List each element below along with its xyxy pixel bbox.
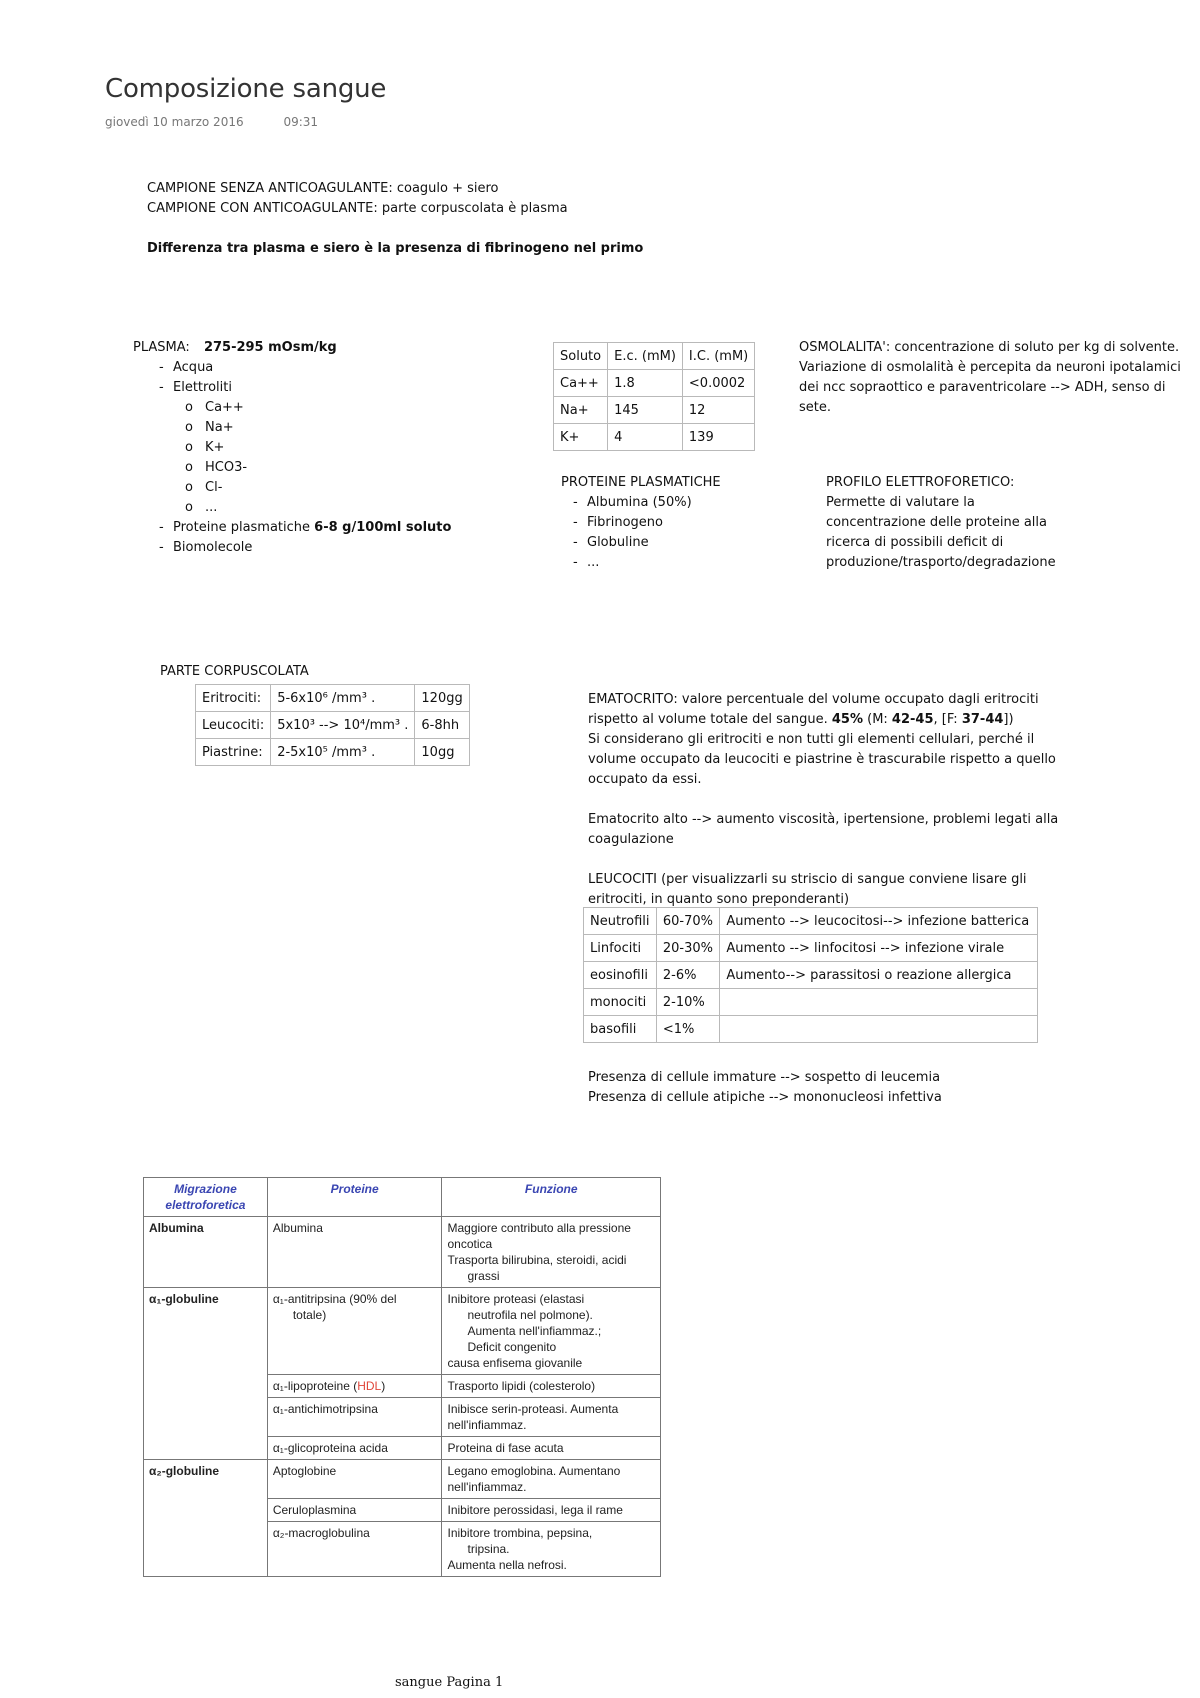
list-item: o HCO3- bbox=[181, 458, 463, 478]
table-row bbox=[554, 424, 755, 451]
table-row bbox=[584, 908, 1038, 935]
page-time: 09:31 bbox=[283, 115, 319, 129]
table-row bbox=[554, 397, 755, 424]
ematocrito-line bbox=[588, 710, 1188, 730]
table-cell: 145 bbox=[608, 397, 683, 424]
table-header-row bbox=[144, 1178, 661, 1217]
table-row bbox=[144, 1217, 661, 1288]
table-row bbox=[584, 962, 1038, 989]
table-cell: Ca++ bbox=[554, 370, 608, 397]
table-cell bbox=[442, 1217, 661, 1288]
cell-line: α₁-antitripsina (90% del bbox=[272, 1292, 397, 1306]
table-header: Migrazione elettroforetica bbox=[144, 1178, 268, 1217]
table-cell bbox=[442, 1522, 661, 1577]
profilo-line: PROFILO ELETTROFORETICO: bbox=[826, 475, 1015, 490]
table-cell: 6-8hh bbox=[415, 712, 469, 739]
ematocrito-line: coagulazione bbox=[588, 832, 674, 847]
table-cell bbox=[720, 1016, 1038, 1043]
list-item: - Elettroliti bbox=[147, 378, 463, 398]
plasma-osmolality: 275-295 mOsm/kg bbox=[203, 340, 337, 355]
group-cell: Albumina bbox=[144, 1217, 268, 1288]
text-run: 45% bbox=[831, 712, 863, 727]
table-cell: α₁-glicoproteina acida bbox=[267, 1437, 442, 1460]
text-run: rispetto al volume totale del sangue. bbox=[588, 712, 832, 727]
note-line: Presenza di cellule atipiche --> mononucleosi infettiva bbox=[588, 1090, 942, 1105]
table-cell: K+ bbox=[554, 424, 608, 451]
table-cell: 2-5x10⁵ /mm³ . bbox=[271, 739, 415, 766]
table-row bbox=[584, 1016, 1038, 1043]
table-cell: α₁-antichimotripsina bbox=[267, 1398, 442, 1437]
cell-line: Deficit congenito bbox=[467, 1340, 557, 1354]
cell-line: tripsina. bbox=[467, 1542, 510, 1556]
table-cell: Proteina di fase acuta bbox=[442, 1437, 661, 1460]
table-cell: Inibisce serin-proteasi. Aumenta nell'infiammaz. bbox=[442, 1398, 661, 1437]
cell-line: Inibitore trombina, pepsina, bbox=[447, 1526, 593, 1540]
text-run: 42-45 bbox=[891, 712, 934, 727]
list-item: o K+ bbox=[181, 438, 463, 458]
ematocrito-line: Si considerano gli eritrociti e non tutti gli elementi cellulari, perché il bbox=[588, 732, 1035, 747]
proteine-block bbox=[561, 473, 781, 573]
table-row bbox=[584, 989, 1038, 1016]
migration-table bbox=[143, 1177, 661, 1577]
proteine-title: PROTEINE PLASMATICHE bbox=[561, 475, 721, 490]
table-cell: 2-10% bbox=[656, 989, 719, 1016]
osmolalita-line: OSMOLALITA': concentrazione di soluto per kg di solvente. bbox=[799, 340, 1180, 355]
intro-line: Differenza tra plasma e siero è la presenza di fibrinogeno nel primo bbox=[147, 241, 644, 256]
proteine-list bbox=[561, 493, 781, 573]
table-header: I.C. (mM) bbox=[682, 343, 754, 370]
table-header: Funzione bbox=[442, 1178, 661, 1217]
list-item bbox=[147, 518, 463, 538]
table-cell: Linfociti bbox=[584, 935, 657, 962]
plasma-list bbox=[147, 358, 463, 398]
table-cell: 1.8 bbox=[608, 370, 683, 397]
plasma-list bbox=[147, 518, 463, 558]
table-cell: 12 bbox=[682, 397, 754, 424]
table-cell: Legano emoglobina. Aumentano nell'infiammaz. bbox=[442, 1460, 661, 1499]
intro-block bbox=[147, 179, 643, 259]
table-cell: 2-6% bbox=[656, 962, 719, 989]
table-row bbox=[196, 712, 470, 739]
ematocrito-line: Ematocrito alto --> aumento viscosità, ipertensione, problemi legati alla bbox=[588, 812, 1059, 827]
table-row bbox=[554, 370, 755, 397]
list-item: o Na+ bbox=[181, 418, 463, 438]
table-header-row bbox=[554, 343, 755, 370]
cell-line: grassi bbox=[467, 1269, 500, 1283]
text-run: ) bbox=[381, 1379, 386, 1393]
profilo-line: Permette di valutare la bbox=[826, 495, 975, 510]
table-header: Proteine bbox=[267, 1178, 442, 1217]
table-cell: Aptoglobine bbox=[267, 1460, 442, 1499]
list-item: o Cl- bbox=[181, 478, 463, 498]
plasma-block bbox=[133, 338, 463, 558]
table-cell: 10gg bbox=[415, 739, 469, 766]
table-cell: 5-6x10⁶ /mm³ . bbox=[271, 685, 415, 712]
table-cell: 60-70% bbox=[656, 908, 719, 935]
table-cell: Inibitore perossidasi, lega il rame bbox=[442, 1499, 661, 1522]
leucociti-line: LEUCOCITI (per visualizzarli su striscio di sangue conviene lisare gli bbox=[588, 872, 1027, 887]
list-item: - Biomolecole bbox=[147, 538, 463, 558]
text-run: ]) bbox=[1003, 712, 1014, 727]
page-footer: sangue Pagina 1 bbox=[395, 1675, 504, 1690]
table-cell: Piastrine: bbox=[196, 739, 271, 766]
table-cell bbox=[720, 989, 1038, 1016]
osmolalita-line: dei ncc sopraottico e paraventricolare --> ADH, senso di bbox=[799, 380, 1166, 395]
table-cell: Aumento --> linfocitosi --> infezione virale bbox=[720, 935, 1038, 962]
proteins-prefix: Proteine plasmatiche bbox=[173, 520, 315, 535]
group-cell: α₂-globuline bbox=[144, 1460, 268, 1577]
corpuscolata-title: PARTE CORPUSCOLATA bbox=[160, 664, 309, 679]
ematocrito-line: EMATOCRITO: valore percentuale del volume occupato dagli eritrociti bbox=[588, 692, 1039, 707]
text-run: (M: bbox=[862, 712, 892, 727]
table-row bbox=[144, 1460, 661, 1499]
osmolalita-line: Variazione di osmolalità è percepita da neuroni ipotalamici bbox=[799, 360, 1181, 375]
table-cell: 139 bbox=[682, 424, 754, 451]
text-run: α₁-lipoproteine ( bbox=[272, 1379, 358, 1393]
list-item: - Albumina (50%) bbox=[561, 493, 781, 513]
corpuscolata-table bbox=[195, 684, 470, 766]
table-cell: <1% bbox=[656, 1016, 719, 1043]
table-cell: α₂-macroglobulina bbox=[267, 1522, 442, 1577]
osmolalita-line: sete. bbox=[799, 400, 831, 415]
list-item: o ... bbox=[181, 498, 463, 518]
table-cell: 120gg bbox=[415, 685, 469, 712]
list-item: o Ca++ bbox=[181, 398, 463, 418]
table-cell: Aumento --> leucocitosi--> infezione batterica bbox=[720, 908, 1038, 935]
profilo-block bbox=[826, 473, 1126, 573]
group-cell: α₁-globuline bbox=[144, 1288, 268, 1460]
table-cell: eosinofili bbox=[584, 962, 657, 989]
osmolalita-block bbox=[799, 338, 1194, 418]
cell-line: neutrofila nel polmone). bbox=[467, 1308, 593, 1322]
cell-line: Aumenta nell'infiammaz.; bbox=[467, 1324, 602, 1338]
table-cell: Leucociti: bbox=[196, 712, 271, 739]
page-meta bbox=[105, 115, 354, 129]
table-cell: 5x10³ --> 10⁴/mm³ . bbox=[271, 712, 415, 739]
ematocrito-line: occupato da essi. bbox=[588, 772, 702, 787]
cell-line: totale) bbox=[292, 1308, 327, 1322]
table-cell: Trasporto lipidi (colesterolo) bbox=[442, 1375, 661, 1398]
table-cell bbox=[442, 1288, 661, 1375]
ematocrito-line: volume occupato da leucociti e piastrine è trascurabile rispetto a quello bbox=[588, 752, 1056, 767]
leucociti-notes bbox=[588, 1068, 942, 1108]
intro-line: CAMPIONE CON ANTICOAGULANTE: parte corpuscolata è plasma bbox=[147, 201, 568, 216]
table-row bbox=[196, 739, 470, 766]
table-cell: monociti bbox=[584, 989, 657, 1016]
note-line: Presenza di cellule immature --> sospetto di leucemia bbox=[588, 1070, 941, 1085]
hdl-label: HDL bbox=[357, 1379, 382, 1393]
electrolyte-list bbox=[147, 398, 463, 518]
intro-line: CAMPIONE SENZA ANTICOAGULANTE: coagulo + siero bbox=[147, 181, 499, 196]
table-header: Soluto bbox=[554, 343, 608, 370]
cell-line: Inibitore proteasi (elastasi bbox=[447, 1292, 585, 1306]
cell-line: Trasporta bilirubina, steroidi, acidi bbox=[447, 1253, 627, 1267]
list-item: - Acqua bbox=[147, 358, 463, 378]
table-header: E.c. (mM) bbox=[608, 343, 683, 370]
leucociti-table bbox=[583, 907, 1038, 1043]
table-cell: 20-30% bbox=[656, 935, 719, 962]
proteins-value: 6-8 g/100ml soluto bbox=[314, 520, 452, 535]
profilo-line: ricerca di possibili deficit di bbox=[826, 535, 1004, 550]
profilo-line: produzione/trasporto/degradazione bbox=[826, 555, 1056, 570]
leucociti-line: eritrociti, in quanto sono preponderanti) bbox=[588, 892, 850, 907]
table-row bbox=[584, 935, 1038, 962]
page-title: Composizione sangue bbox=[105, 74, 387, 104]
text-run: , [F: bbox=[933, 712, 962, 727]
table-row bbox=[196, 685, 470, 712]
table-row bbox=[144, 1288, 661, 1375]
list-item: - Globuline bbox=[561, 533, 781, 553]
table-cell bbox=[267, 1375, 442, 1398]
table-cell: Eritrociti: bbox=[196, 685, 271, 712]
table-cell: Na+ bbox=[554, 397, 608, 424]
table-cell: basofili bbox=[584, 1016, 657, 1043]
ematocrito-block bbox=[588, 690, 1188, 910]
page-date: giovedì 10 marzo 2016 bbox=[105, 115, 244, 129]
plasma-heading bbox=[133, 338, 463, 358]
plasma-label: PLASMA: bbox=[133, 340, 190, 355]
table-cell: Ceruloplasmina bbox=[267, 1499, 442, 1522]
table-cell: <0.0002 bbox=[682, 370, 754, 397]
solute-table bbox=[553, 342, 755, 451]
table-cell: Aumento--> parassitosi o reazione allergica bbox=[720, 962, 1038, 989]
table-cell: Neutrofili bbox=[584, 908, 657, 935]
table-cell: Albumina bbox=[267, 1217, 442, 1288]
list-item: - Fibrinogeno bbox=[561, 513, 781, 533]
table-cell: 4 bbox=[608, 424, 683, 451]
text-run: 37-44 bbox=[961, 712, 1004, 727]
profilo-line: concentrazione delle proteine alla bbox=[826, 515, 1047, 530]
cell-line: causa enfisema giovanile bbox=[447, 1356, 583, 1370]
cell-line: Aumenta nella nefrosi. bbox=[447, 1558, 567, 1572]
table-cell bbox=[267, 1288, 442, 1375]
list-item: - ... bbox=[561, 553, 781, 573]
cell-line: Maggiore contributo alla pressione oncotica bbox=[447, 1221, 631, 1251]
